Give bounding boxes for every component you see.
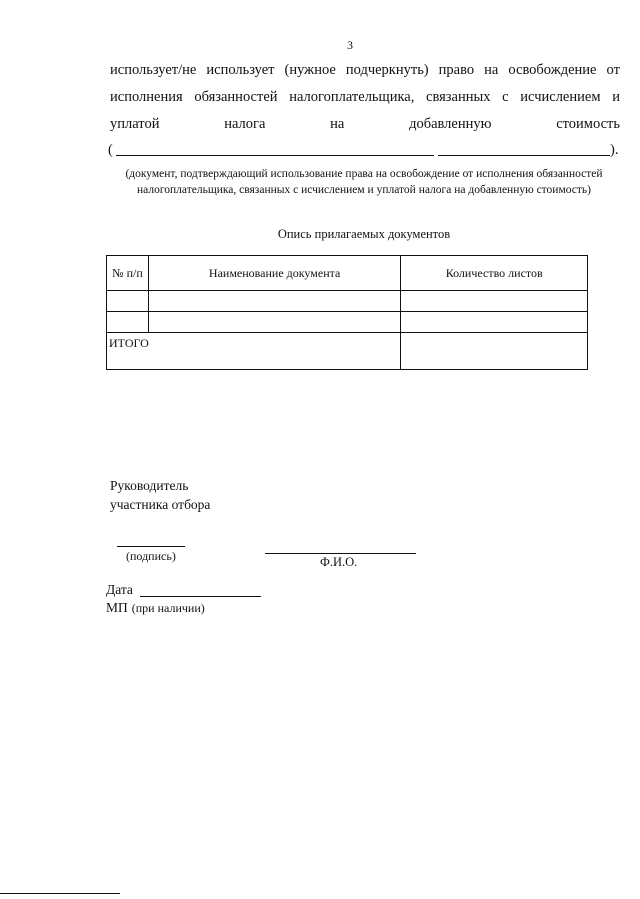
- word: на: [330, 116, 345, 132]
- stamp-label: МП: [106, 600, 128, 615]
- fill-in-close-paren: ).: [610, 142, 619, 158]
- table-row: [107, 291, 588, 312]
- table-cell: [401, 312, 588, 333]
- fill-in-line: [438, 155, 610, 156]
- table-header-row: [107, 256, 588, 291]
- stamp-note: (при наличии): [131, 601, 205, 615]
- full-name-caption: Ф.И.О.: [320, 555, 358, 569]
- paragraph-line-3: [110, 116, 620, 133]
- header-cell-name: Наименование документа: [148, 256, 400, 291]
- word: налога: [224, 116, 266, 132]
- total-label-cell: [107, 333, 401, 370]
- table-cell: [148, 291, 400, 312]
- table-cell: [107, 291, 149, 312]
- header-cell-number: № п/п: [107, 256, 149, 291]
- scan-edge-line: [0, 893, 120, 894]
- word: использует/не: [110, 62, 197, 78]
- table-cell: [401, 291, 588, 312]
- word: от: [606, 62, 620, 78]
- table-total-row: [107, 333, 588, 370]
- documents-table: [106, 255, 588, 370]
- word: обязанностей: [194, 89, 278, 105]
- table-title: Опись прилагаемых документов: [277, 227, 451, 241]
- word: исполнения: [110, 89, 183, 105]
- word: с: [502, 89, 509, 105]
- field-caption: (документ, подтверждающий использование права на освобождение от исполнения обязанностей налогоплательщика, связанных с исчислением и уплатой налога на добавленную стоимость): [125, 168, 603, 196]
- word: (нужное: [284, 62, 336, 78]
- page-number: 3: [347, 38, 353, 52]
- stamp-line: [106, 598, 205, 617]
- word: добавленную: [409, 116, 492, 132]
- header-cell-sheets: Количество листов: [401, 256, 588, 291]
- word: использует: [206, 62, 275, 78]
- signer-role-line-1: Руководитель: [110, 478, 189, 493]
- signature-line: [117, 546, 185, 547]
- table-row: [107, 312, 588, 333]
- fill-in-line: [116, 155, 434, 156]
- word: и: [612, 89, 620, 105]
- word: уплатой: [110, 116, 160, 132]
- word: стоимость: [556, 116, 620, 132]
- word: освобождение: [508, 62, 597, 78]
- word: налогоплательщика,: [289, 89, 415, 105]
- paragraph-line-2: [110, 89, 620, 106]
- full-name-line: [265, 553, 416, 554]
- word: право: [438, 62, 475, 78]
- total-value-cell: [401, 333, 588, 370]
- paragraph-line-1: [110, 62, 620, 79]
- date-line: [140, 596, 261, 597]
- signature-caption: (подпись): [126, 549, 176, 563]
- word: связанных: [426, 89, 491, 105]
- total-label: ИТОГО: [109, 336, 149, 350]
- word: на: [484, 62, 499, 78]
- signer-role-line-2: участника отбора: [110, 497, 211, 512]
- table-cell: [107, 312, 149, 333]
- table-cell: [148, 312, 400, 333]
- date-label: Дата: [106, 582, 133, 597]
- fill-in-open-paren: (: [108, 142, 113, 158]
- word: исчислением: [520, 89, 601, 105]
- word: подчеркнуть): [345, 62, 429, 78]
